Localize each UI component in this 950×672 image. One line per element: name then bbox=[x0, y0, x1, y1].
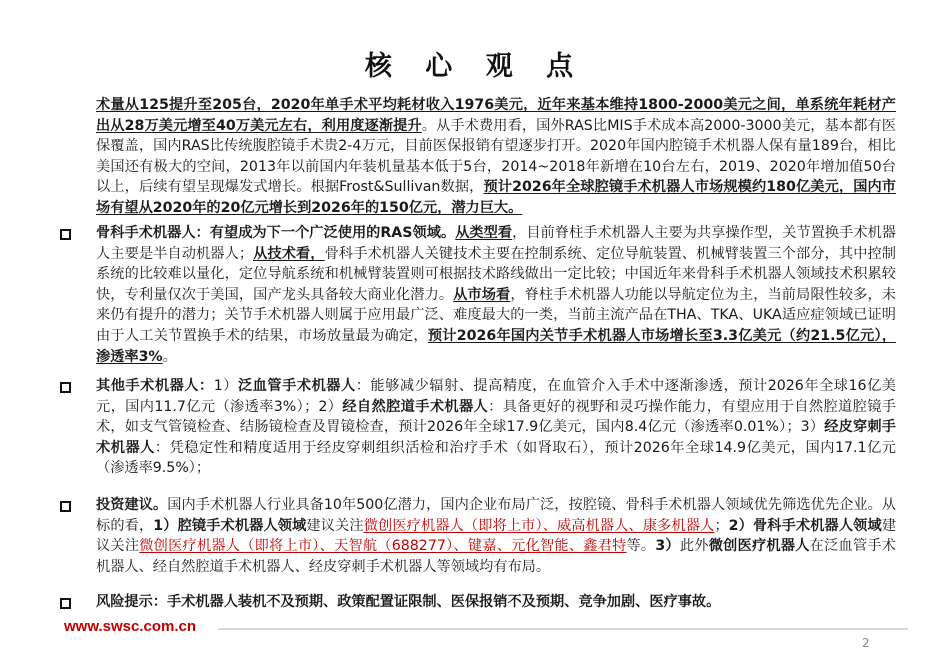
body-text: ：能够减少辐射、提高精度，在血管介入手术中逐渐渗透，预计2026年全球16亿美元，国内11.7亿元（渗透率3%）；2） bbox=[96, 378, 896, 415]
paragraph-other-robots bbox=[96, 376, 896, 479]
body-text: ，脊柱手术机器人功能以导航定位为主，当前局限性较多，未来仍有提升的潜力；关节手术机器人则属于应用最广泛、难度最大的一类，当前主流产品在THA、TKA、UKA适应症领域已证明由于人工关节置换手术的结果，市场放量最为确定， bbox=[96, 286, 896, 344]
recommended-companies: 微创医疗机器人（即将上市）、天智航（688277）、键嘉、元化智能、鑫君特 bbox=[139, 538, 627, 555]
highlight-text: 预计2026年国内关节手术机器人市场增长至3.3亿美元（约21.5亿元），渗透率3% bbox=[96, 327, 896, 365]
bullet-box-icon bbox=[60, 598, 71, 609]
bullet-box-icon bbox=[60, 229, 71, 240]
paragraph-lead: 投资建议。 bbox=[96, 497, 168, 513]
body-text: 在泛血管手术机器人、经自然腔道手术机器人、经皮穿刺手术机器人等领域均有布局。 bbox=[96, 538, 896, 575]
body-text: ：凭稳定性和精度适用于经皮穿刺组织活检和治疗手术（如肾取石），预计2026年全球14.9亿美元，国内17.1亿元（渗透率9.5%）； bbox=[96, 439, 896, 477]
recommended-companies: 微创医疗机器人（即将上市）、威高机器人、康多机器人 bbox=[363, 517, 715, 534]
subheading: 经皮穿刺手术机器人 bbox=[96, 419, 896, 456]
body-text: 。 bbox=[162, 348, 177, 365]
paragraph-investment bbox=[96, 495, 896, 577]
body-text: 骨科手术机器人关键技术主要在控制系统、定位导航装置、机械臂装置三个部分，其中控制系统的比较难以量化，定位导航系统和机械臂装置则可根据技术路线做出一定比较；中国近年来骨科手术机器人领域技术积累较快，专利量仅次于美国，国产龙头具备较大商业化潜力。 bbox=[96, 245, 896, 303]
footer-divider bbox=[218, 628, 908, 630]
paragraph-lead: 其他手术机器人： bbox=[96, 378, 214, 394]
body-text: 建议关注 bbox=[96, 517, 897, 555]
footer-url[interactable]: www.swsc.com.cn bbox=[64, 618, 196, 635]
body-text: 1） bbox=[213, 378, 238, 394]
bullet-box-icon bbox=[60, 382, 71, 393]
bullet-box-icon bbox=[60, 501, 71, 512]
paragraph-continuation bbox=[96, 95, 896, 219]
subheading: 从技术看， bbox=[253, 245, 325, 262]
highlight-text: 术量从125提升至205台，2020年单手术平均耗材收入1976美元，近年来基本维持1800-2000美元之间，单系统年耗材产出从28万美元增至40万美元左右，利用度逐渐提升 bbox=[96, 97, 896, 134]
body-text: ，目前脊柱手术机器人主要为共享操作型，关节置换手术机器人主要是半自动机器人； bbox=[96, 225, 896, 262]
subheading: 2）骨科手术机器人领域 bbox=[728, 517, 882, 534]
paragraph-lead: 骨科手术机器人：有望成为下一个广泛使用的RAS领域。 bbox=[96, 225, 456, 241]
subheading: 微创医疗机器人 bbox=[708, 538, 810, 555]
body-text: 国内手术机器人行业具备10年500亿潜力，国内企业布局广泛，按腔镜、骨科手术机器人领域优先筛选优先企业。从标的看， bbox=[96, 497, 896, 534]
body-text: ； bbox=[714, 517, 729, 534]
page-title: 核 心 观 点 bbox=[364, 51, 586, 82]
body-text: 。从手术费用看，国外RAS比MIS手术成本高2000-3000美元，基本都有医保覆盖，国内RAS比传统腹腔镜手术贵2-4万元，目前医保报销有望逐步打开。2020年国内腔镜手术机器人保有量189台，相比美国还有极大的空间，2013年以前国内年装机量基本低于5台，2014~2018年新增在10台左右，2019、2020年增加值50台以上，后续有望呈现爆发式增长。根据Frost&Sullivan数据， bbox=[96, 117, 896, 196]
subheading: 从市场看 bbox=[453, 286, 511, 303]
subheading: 1）腔镜手术机器人领域 bbox=[153, 517, 307, 534]
subheading: 3） bbox=[655, 538, 680, 555]
page-number: 2 bbox=[862, 636, 870, 650]
body-text: 等。 bbox=[626, 538, 656, 555]
subheading: 从类型看 bbox=[455, 225, 513, 241]
body-text: ：具备更好的视野和灵巧操作能力，有望应用于自然腔道腔镜手术，如支气管镜检查、结肠镜检查及胃镜检查，预计2026年全球17.9亿美元，国内8.4亿元（渗透率0.01%）；3） bbox=[96, 398, 896, 436]
body-text: 建议关注 bbox=[306, 517, 364, 534]
body-text: 此外 bbox=[679, 538, 709, 555]
highlight-text: 预计2026年全球腔镜手术机器人市场规模约180亿美元，国内市场有望从2020年的20亿元增长到2026年的150亿元，潜力巨大。 bbox=[96, 179, 896, 216]
paragraph-orthopedic bbox=[96, 223, 896, 367]
subheading: 经自然腔道手术机器人 bbox=[342, 398, 489, 415]
risk-text: 风险提示：手术机器人装机不及预期、政策配置证限制、医保报销不及预期、竞争加剧、医疗事故。 bbox=[96, 594, 721, 610]
subheading: 泛血管手术机器人 bbox=[238, 378, 356, 394]
paragraph-risk bbox=[96, 592, 896, 613]
